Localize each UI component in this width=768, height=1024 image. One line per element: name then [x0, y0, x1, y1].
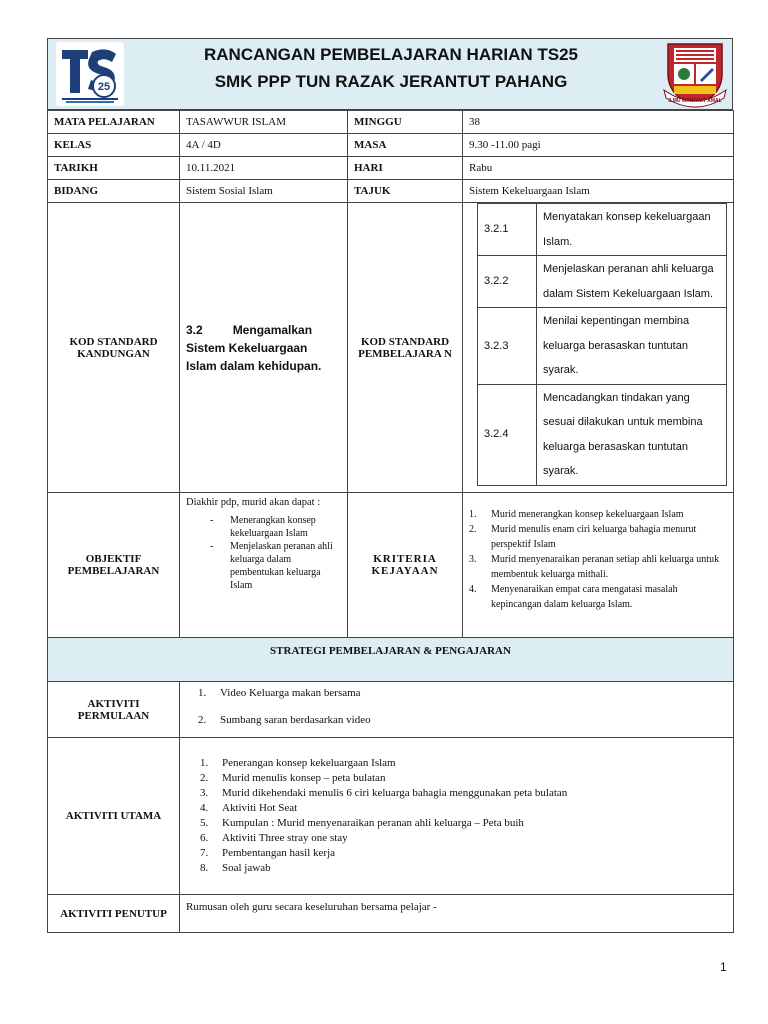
permulaan-text: Video Keluarga makan bersama — [220, 687, 361, 699]
row-tarikh — [48, 157, 734, 180]
ksp-item — [478, 384, 727, 485]
utama-item: 3. Murid dikehendaki menulis 6 ciri keluarga bahagia menggunakan peta bulatan — [200, 787, 568, 799]
permulaan-content — [180, 682, 734, 738]
title-line-1: RANCANGAN PEMBELAJARAN HARIAN TS25 — [203, 45, 579, 64]
utama-text: Aktiviti Three stray one stay — [222, 832, 348, 844]
ksk-text: Mengamalkan Sistem Kekeluargaan Islam dalam kehidupan. — [186, 322, 322, 373]
tajuk-label: TAJUK — [348, 180, 463, 203]
ksp-item — [478, 204, 727, 256]
objektif-intro: Diakhir pdp, murid akan dapat : — [186, 497, 321, 508]
objektif-list — [210, 514, 341, 592]
utama-item: 8. Soal jawab — [200, 862, 271, 874]
bidang-label: BIDANG — [48, 180, 180, 203]
masa-label: MASA — [348, 134, 463, 157]
kriteria-text: Murid menerangkan konsep kekeluargaan Islam — [491, 509, 684, 520]
ksp-item — [478, 308, 727, 385]
row-bidang — [48, 180, 734, 203]
mata-pelajaran-label: MATA PELAJARAN — [48, 111, 180, 134]
utama-item: 6. Aktiviti Three stray one stay — [200, 832, 348, 844]
strategi-heading: STRATEGI PEMBELAJARAN & PENGAJARAN — [48, 638, 734, 682]
objektif-item: - Menjelaskan peranan ahli keluarga dalam pembentukan keluarga Islam — [210, 540, 341, 592]
kriteria-list — [469, 507, 727, 612]
utama-item: 5. Kumpulan : Murid menyenaraikan peranan ahli keluarga – Peta buih — [200, 817, 524, 829]
hari-value: Rabu — [463, 157, 734, 180]
utama-text: Pembentangan hasil kerja — [222, 847, 336, 859]
row-kod-standard — [48, 203, 734, 493]
ksp-text: Menjelaskan peranan ahli keluarga dalam Sistem Kekeluargaan Islam. — [537, 256, 727, 308]
row-strategi-heading — [48, 638, 734, 682]
objektif-content — [180, 493, 348, 638]
ksp-code: 3.2.1 — [478, 204, 537, 256]
utama-list — [200, 756, 727, 876]
ksk-code: 3.2 — [186, 322, 203, 337]
ksp-code: 3.2.4 — [478, 384, 537, 485]
utama-item: 7. Pembentangan hasil kerja — [200, 847, 336, 859]
ksp-list — [477, 203, 727, 486]
ksp-text: Mencadangkan tindakan yang sesuai dilakukan untuk membina keluarga berasaskan tuntutan syarak. — [537, 384, 727, 485]
utama-item: 4. Aktiviti Hot Seat — [200, 802, 298, 814]
row-kelas — [48, 134, 734, 157]
ksp-content — [463, 203, 734, 493]
logo-right-motto: ILMU MANFAAT AMAL — [668, 98, 722, 104]
utama-text: Kumpulan : Murid menyenaraikan peranan ahli keluarga – Peta buih — [222, 817, 524, 829]
permulaan-text: Sumbang saran berdasarkan video — [220, 714, 371, 726]
minggu-label: MINGGU — [348, 111, 463, 134]
row-permulaan — [48, 682, 734, 738]
penutup-label: AKTIVITI PENUTUP — [48, 895, 180, 933]
header-banner — [47, 38, 733, 110]
kriteria-item: 1. Murid menerangkan konsep kekeluargaan Islam — [469, 509, 684, 520]
kelas-label: KELAS — [48, 134, 180, 157]
utama-text: Aktiviti Hot Seat — [222, 802, 298, 814]
ksp-text: Menilai kepentingan membina keluarga berasaskan tuntutan syarak. — [537, 308, 727, 385]
kriteria-item: 4. Menyenaraikan empat cara mengatasi masalah kepincangan dalam keluarga Islam. — [469, 584, 678, 610]
kriteria-text: Murid menulis enam ciri keluarga bahagia menurut perspektif Islam — [491, 524, 697, 550]
bidang-value: Sistem Sosial Islam — [180, 180, 348, 203]
logo-left-text: 25 — [97, 81, 111, 93]
kriteria-text: Murid menyenaraikan peranan setiap ahli keluarga untuk membentuk keluarga mithali. — [491, 554, 720, 580]
row-utama — [48, 738, 734, 895]
tarikh-value: 10.11.2021 — [180, 157, 348, 180]
ksk-label: KOD STANDARD KANDUNGAN — [48, 203, 180, 493]
kriteria-item: 2. Murid menulis enam ciri keluarga bahagia menurut perspektif Islam — [469, 524, 697, 550]
mata-pelajaran-value: TASAWWUR ISLAM — [180, 111, 348, 134]
hari-label: HARI — [348, 157, 463, 180]
row-objektif — [48, 493, 734, 638]
kelas-value: 4A / 4D — [180, 134, 348, 157]
ksp-text: Menyatakan konsep kekeluargaan Islam. — [537, 204, 727, 256]
kriteria-text: Menyenaraikan empat cara mengatasi masalah kepincangan dalam keluarga Islam. — [491, 584, 678, 610]
permulaan-label: AKTIVITI PERMULAAN — [48, 682, 180, 738]
row-mata-pelajaran — [48, 111, 734, 134]
permulaan-item: 1. Video Keluarga makan bersama — [198, 687, 361, 699]
utama-text: Murid dikehendaki menulis 6 ciri keluarga bahagia menggunakan peta bulatan — [222, 787, 568, 799]
utama-item: 1. Penerangan konsep kekeluargaan Islam — [200, 757, 396, 769]
kriteria-item: 3. Murid menyenaraikan peranan setiap ahli keluarga untuk membentuk keluarga mithali. — [469, 554, 720, 580]
permulaan-list — [186, 686, 727, 728]
tarikh-label: TARIKH — [48, 157, 180, 180]
ksp-label: KOD STANDARD PEMBELAJARA N — [348, 203, 463, 493]
school-crest-logo — [660, 40, 730, 110]
minggu-value: 38 — [463, 111, 734, 134]
title-line-2: SMK PPP TUN RAZAK JERANTUT PAHANG — [214, 72, 568, 91]
utama-content — [180, 738, 734, 895]
kriteria-content — [463, 493, 734, 638]
row-penutup — [48, 895, 734, 933]
permulaan-item: 2. Sumbang saran berdasarkan video — [198, 714, 371, 726]
kriteria-label: KRITERIA KEJAYAAN — [348, 493, 463, 638]
tajuk-value: Sistem Kekeluargaan Islam — [463, 180, 734, 203]
utama-label: AKTIVITI UTAMA — [48, 738, 180, 895]
penutup-text: Rumusan oleh guru secara keseluruhan bersama pelajar - — [180, 895, 734, 933]
objektif-label: OBJEKTIF PEMBELAJARAN — [48, 493, 180, 638]
ksp-code: 3.2.3 — [478, 308, 537, 385]
ksp-code: 3.2.2 — [478, 256, 537, 308]
masa-value: 9.30 -11.00 pagi — [463, 134, 734, 157]
ksp-item — [478, 256, 727, 308]
utama-item: 2. Murid menulis konsep – peta bulatan — [200, 772, 386, 784]
ksk-content — [180, 203, 348, 493]
objektif-item: - Menerangkan konsep kekeluargaan Islam — [210, 514, 341, 540]
utama-text: Soal jawab — [222, 862, 271, 874]
utama-text: Penerangan konsep kekeluargaan Islam — [222, 757, 396, 769]
page-number: 1 — [720, 960, 727, 974]
lesson-plan-table — [47, 110, 734, 933]
utama-text: Murid menulis konsep – peta bulatan — [222, 772, 386, 784]
